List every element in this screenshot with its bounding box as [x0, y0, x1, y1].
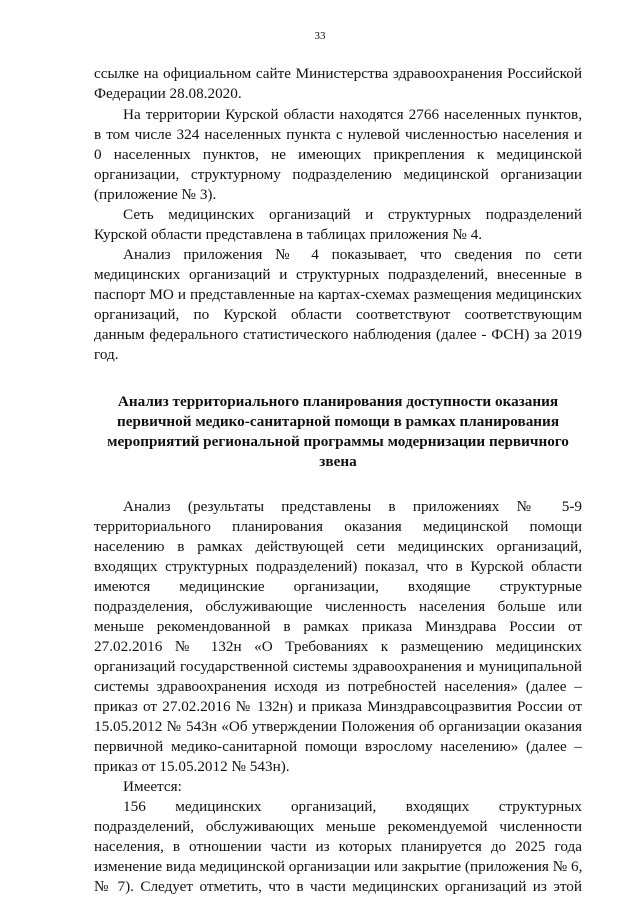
text-line: данным федерального статистического наблюдения (далее - ФСН) за 2019 — [94, 326, 582, 343]
text-line: ссылке на официальном сайте Министерства здравоохранения Российской — [94, 65, 582, 82]
text-line: первичной медико-санитарной помощи взрослому населению» (далее – — [94, 738, 582, 755]
text-line: имеются медицинские организации, входящие структурные — [94, 578, 582, 595]
text-line: На территории Курской области находятся 2766 населенных пунктов, — [123, 106, 582, 123]
text-line: 27.02.2016 № 132н «О Требованиях к размещению медицинских — [94, 638, 582, 655]
page-number: 33 — [314, 30, 326, 42]
text-line: территориального планирования оказания медицинской помощи — [94, 518, 582, 535]
text-line: подразделения, обслуживающие численность населения больше или — [94, 598, 582, 615]
text-line: № 7). Следует отметить, что в части медицинских организаций из этой — [94, 878, 582, 895]
text-line: 15.05.2012 № 543н «Об утверждении Положения об организации оказания — [94, 718, 582, 735]
text-line: 156 медицинских организаций, входящих структурных — [123, 798, 582, 815]
text-line: изменение вида медицинской организации или закрытие (приложения № 6, — [94, 858, 583, 875]
text-line: Имеется: — [123, 778, 182, 795]
text-line: организаций, по Курской области соответствуют соответствующим — [94, 306, 582, 323]
text-line: населения, в отношении части из которых планируется до 2025 года — [94, 838, 582, 855]
text-line: приказ от 27.02.2016 № 132н) и приказа Минздравсоцразвития России от — [94, 698, 582, 715]
section-heading-line: мероприятий региональной программы модернизации первичного — [107, 433, 569, 450]
section-heading-line: первичной медико-санитарной помощи в рамках планирования — [116, 413, 560, 430]
text-line: Анализ приложения № 4 показывает, что сведения по сети — [123, 246, 582, 263]
text-line: организаций государственной системы здравоохранения и муниципальной — [94, 658, 582, 675]
text-line: год. — [94, 346, 119, 363]
text-line: 0 населенных пунктов, не имеющих прикрепления к медицинской — [94, 146, 582, 163]
text-line: меньше рекомендованной в рамках приказа Минздрава России от — [94, 618, 582, 635]
text-line: Курской области представлена в таблицах приложения № 4. — [94, 226, 483, 243]
text-line: (приложение № 3). — [94, 186, 217, 203]
text-line: входящих структурных подразделений) показал, что в Курской области — [94, 558, 582, 575]
text-line: населению в рамках действующей сети медицинских организаций, — [94, 538, 582, 555]
text-line: паспорт МО и представленные на картах-схемах размещения медицинских — [94, 286, 582, 303]
text-line: подразделений, обслуживающих меньше рекомендуемой численности — [94, 818, 582, 835]
section-heading-line: звена — [319, 453, 357, 470]
text-line: приказ от 15.05.2012 № 543н). — [94, 758, 290, 775]
text-line: Федерации 28.08.2020. — [94, 85, 242, 102]
text-line: Анализ (результаты представлены в приложениях № 5-9 — [123, 498, 582, 515]
text-line: медицинских организаций и структурных подразделений, внесенные в — [94, 266, 582, 283]
text-line: в том числе 324 населенных пункта с нулевой численностью населения и — [94, 126, 582, 143]
section-heading-line: Анализ территориального планирования доступности оказания — [117, 393, 559, 410]
text-line: Сеть медицинских организаций и структурных подразделений — [123, 206, 582, 223]
text-line: системы здравоохранения исходя из потребностей населения» (далее – — [94, 678, 582, 695]
text-line: организации, структурному подразделению медицинской организации — [94, 166, 582, 183]
